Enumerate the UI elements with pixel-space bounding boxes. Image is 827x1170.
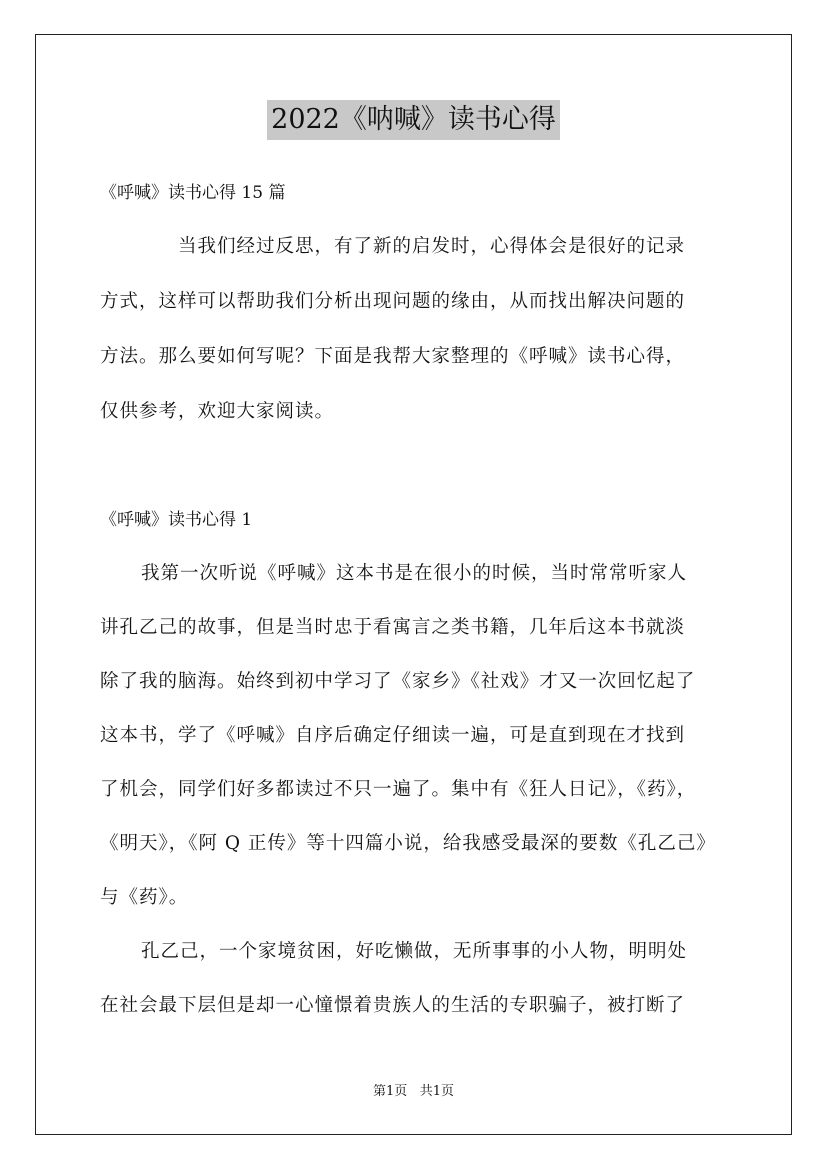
page-number: 第1页 <box>373 1084 408 1099</box>
body-line: 了机会，同学们好多都读过不只一遍了。集中有《狂人日记》，《药》， <box>100 779 697 800</box>
body-line: 讲孔乙己的故事，但是当时忠于看寓言之类书籍，几年后这本书就淡 <box>100 617 686 638</box>
intro-line: 当我们经过反思，有了新的启发时，心得体会是很好的记录 <box>178 236 686 257</box>
body-line: 这本书，学了《呼喊》自序后确定仔细读一遍，可是直到现在才找到 <box>100 725 686 746</box>
body-line: 与《药》。 <box>100 887 189 908</box>
body-line: 我第一次听说《呼喊》这本书是在很小的时候，当时常常听家人 <box>141 563 688 584</box>
page-total: 共1页 <box>419 1084 454 1099</box>
intro-line: 仅供参考，欢迎大家阅读。 <box>100 401 335 422</box>
intro-line: 方式，这样可以帮助我们分析出现问题的缘由，从而找出解决问题的 <box>100 291 686 312</box>
body-line: 在社会最下层但是却一心憧憬着贵族人的生活的专职骗子，被打断了 <box>100 995 686 1016</box>
body-line: 《明天》，《阿 Q 正传》等十四篇小说，给我感受最深的要数《孔乙己》 <box>100 833 716 854</box>
body-line: 除了我的脑海。始终到初中学习了《家乡》《社戏》才又一次回忆起了 <box>100 671 696 692</box>
section-heading: 《呼喊》读书心得 1 <box>100 510 253 530</box>
document-title <box>0 100 827 143</box>
document-title-text: 2022《呐喊》读书心得 <box>267 100 560 140</box>
intro-line: 方法。那么要如何写呢？下面是我帮大家整理的《呼喊》读书心得， <box>100 346 686 367</box>
body-line: 孔乙己，一个家境贫困，好吃懒做，无所事事的小人物，明明处 <box>141 941 688 962</box>
page-footer <box>0 1083 827 1101</box>
document-subtitle: 《呼喊》读书心得 15 篇 <box>100 183 286 203</box>
